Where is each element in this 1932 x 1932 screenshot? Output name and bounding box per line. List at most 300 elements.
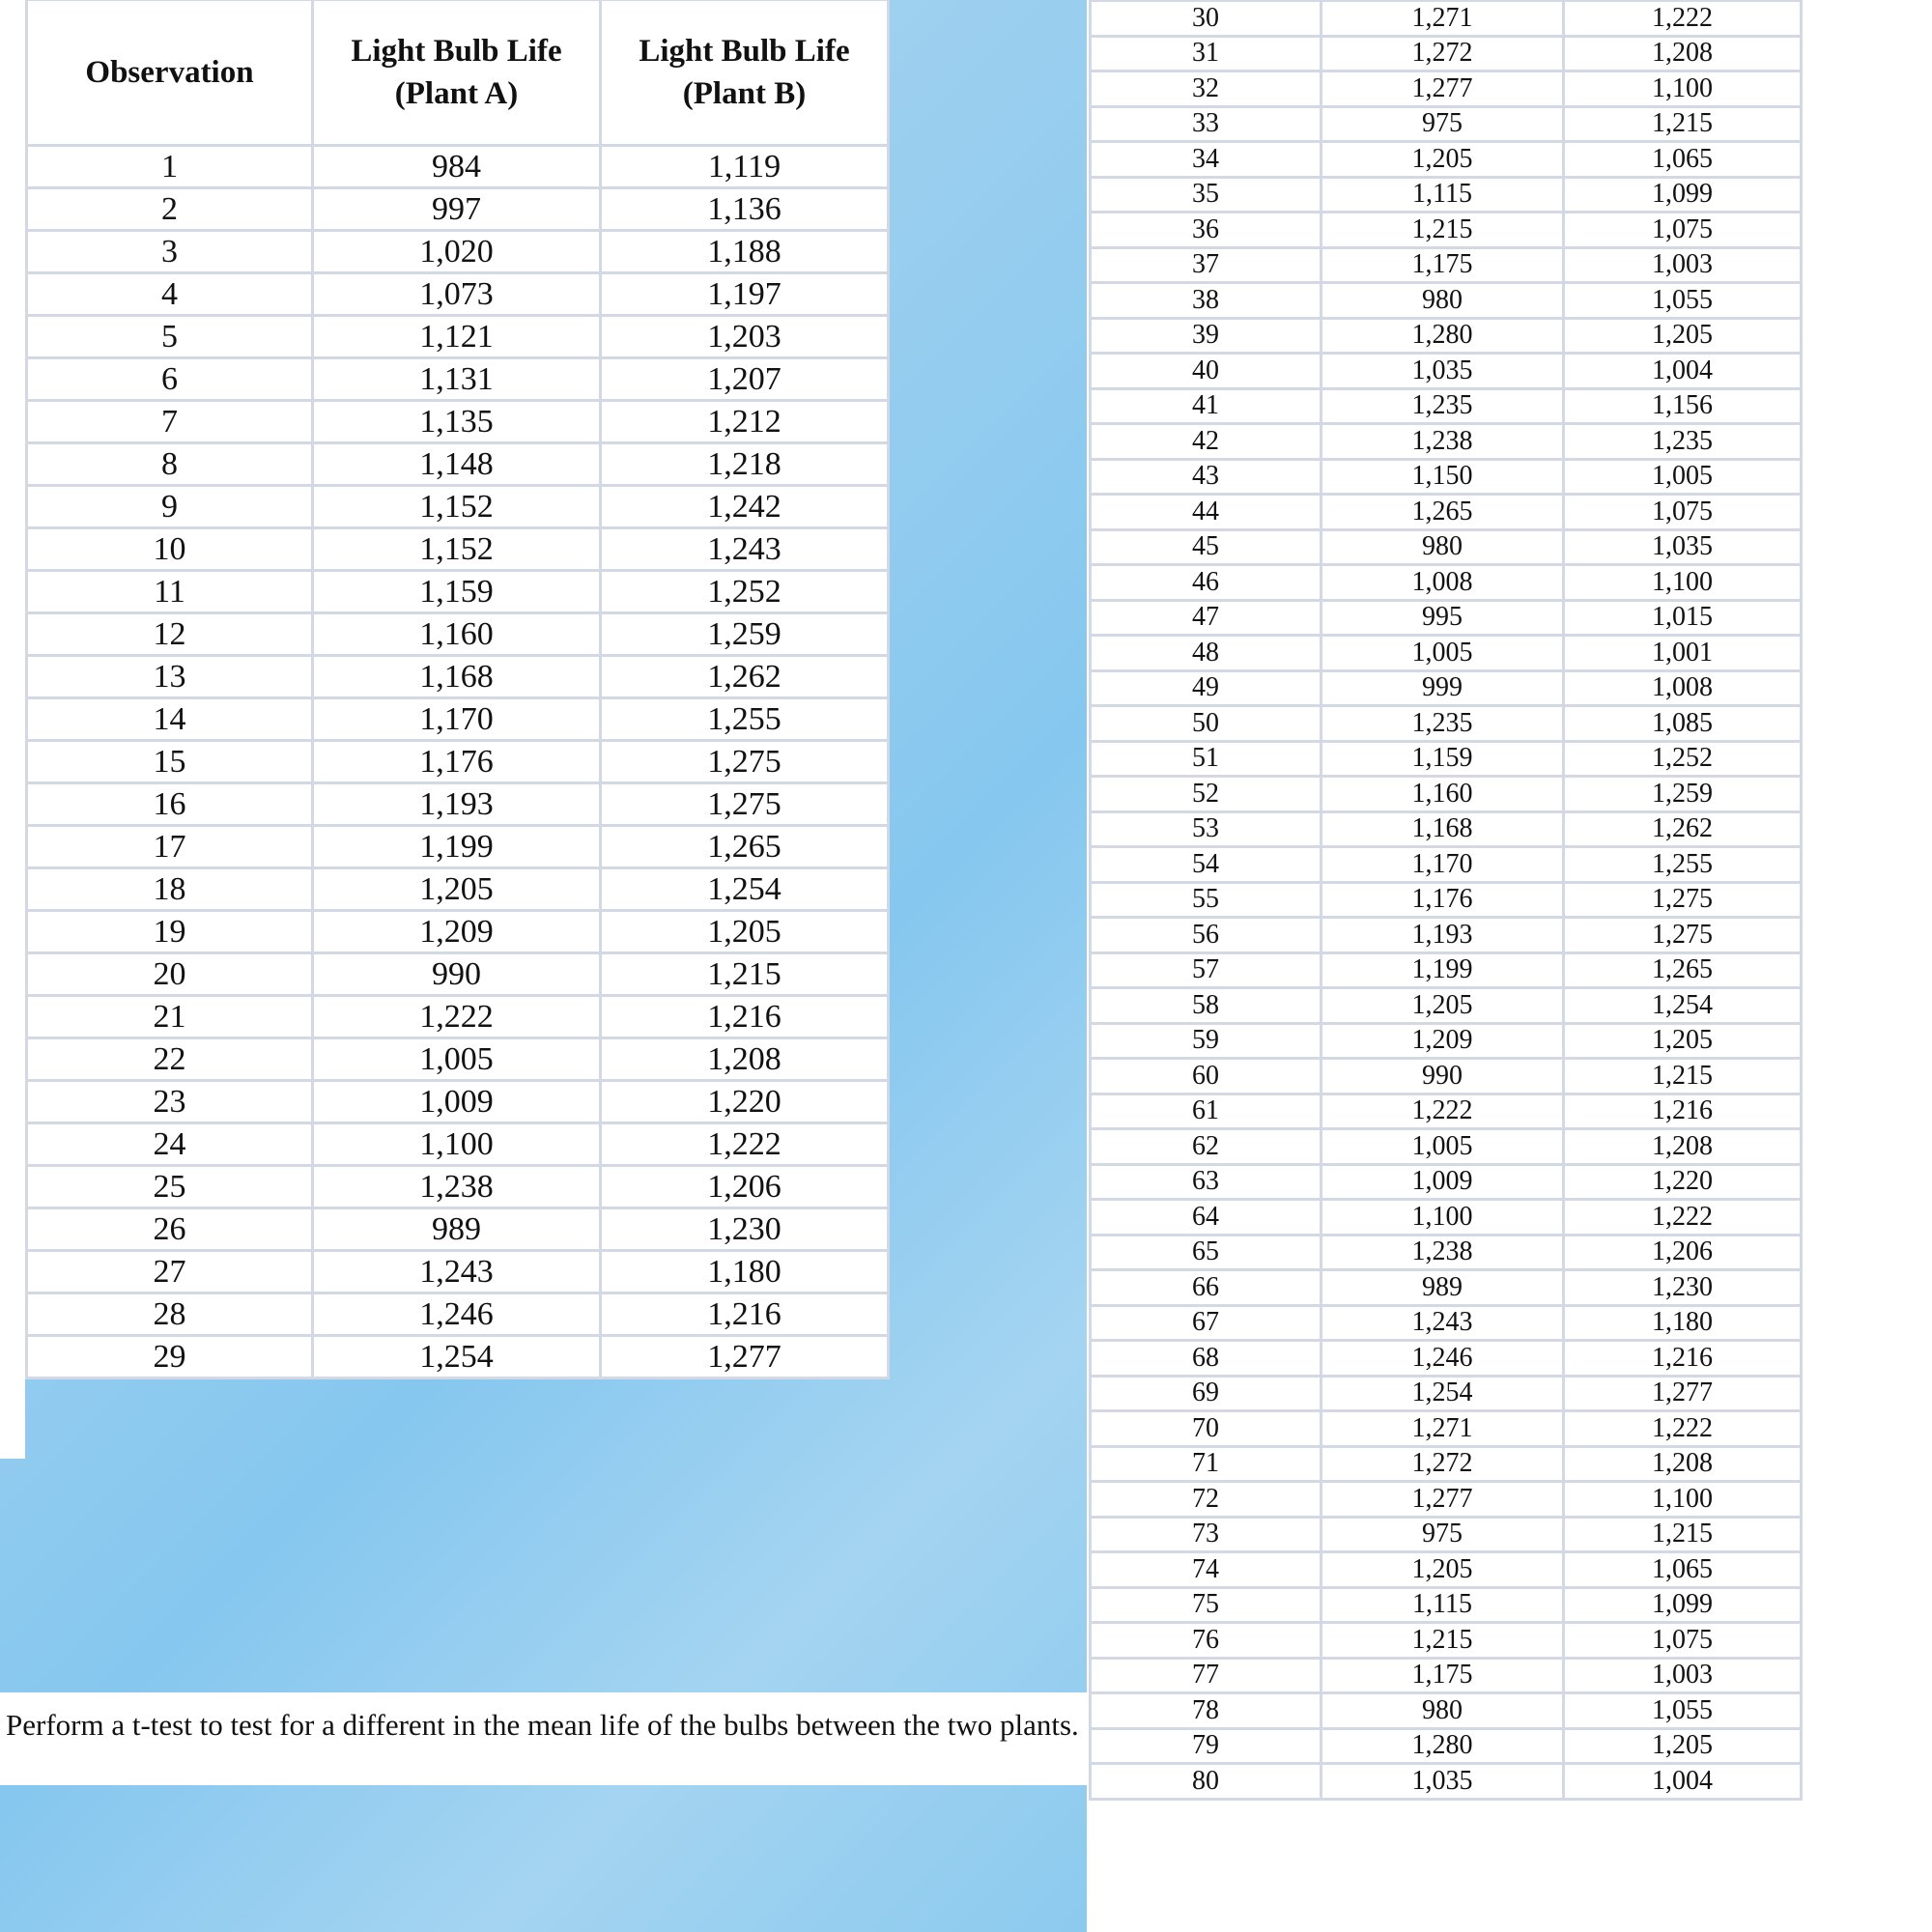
observation-cell: 60 <box>1091 1059 1321 1094</box>
plant-b-cell: 1,252 <box>1564 741 1802 777</box>
plant-a-cell: 1,160 <box>1321 777 1564 812</box>
observation-cell: 41 <box>1091 388 1321 424</box>
plant-a-cell: 1,271 <box>1321 1 1564 37</box>
plant-a-cell: 1,175 <box>1321 247 1564 283</box>
table-row <box>1091 1164 1802 1200</box>
table-row <box>1091 283 1802 319</box>
question-prompt: Perform a t-test to test for a different in the mean life of the bulbs between the two plants. <box>6 1708 1079 1742</box>
table-row <box>1091 1517 1802 1552</box>
plant-a-cell: 1,152 <box>313 486 601 528</box>
plant-b-cell: 1,188 <box>601 231 889 273</box>
plant-a-cell: 1,170 <box>313 698 601 741</box>
observation-cell: 80 <box>1091 1764 1321 1800</box>
plant-a-cell: 1,265 <box>1321 495 1564 530</box>
plant-b-cell: 1,208 <box>601 1038 889 1081</box>
plant-a-cell: 1,100 <box>313 1123 601 1166</box>
plant-b-cell: 1,254 <box>1564 988 1802 1024</box>
plant-b-cell: 1,230 <box>601 1208 889 1251</box>
plant-a-cell: 1,272 <box>1321 1446 1564 1482</box>
observation-cell: 24 <box>27 1123 313 1166</box>
plant-a-cell: 1,193 <box>313 783 601 826</box>
plant-b-cell: 1,180 <box>1564 1305 1802 1341</box>
plant-b-cell: 1,242 <box>601 486 889 528</box>
table-row <box>27 783 889 826</box>
plant-a-cell: 1,235 <box>1321 388 1564 424</box>
table-row <box>27 443 889 486</box>
observation-cell: 67 <box>1091 1305 1321 1341</box>
table-row <box>1091 1341 1802 1377</box>
observation-cell: 16 <box>27 783 313 826</box>
plant-a-cell: 1,199 <box>313 826 601 868</box>
table-row <box>27 486 889 528</box>
plant-a-cell: 1,277 <box>1321 71 1564 107</box>
plant-b-cell: 1,262 <box>1564 811 1802 847</box>
header-plant-a <box>313 0 601 146</box>
plant-b-cell: 1,220 <box>601 1081 889 1123</box>
plant-b-cell: 1,222 <box>1564 1411 1802 1447</box>
observation-cell: 32 <box>1091 71 1321 107</box>
observation-cell: 9 <box>27 486 313 528</box>
plant-a-cell: 1,005 <box>1321 1129 1564 1165</box>
plant-b-cell: 1,119 <box>601 146 889 188</box>
plant-a-cell: 1,176 <box>1321 882 1564 918</box>
plant-a-cell: 1,121 <box>313 316 601 358</box>
observation-cell: 18 <box>27 868 313 911</box>
plant-b-cell: 1,222 <box>601 1123 889 1166</box>
observation-cell: 79 <box>1091 1728 1321 1764</box>
header-observation: Observation <box>27 0 313 146</box>
plant-b-cell: 1,100 <box>1564 1482 1802 1518</box>
plant-b-cell: 1,003 <box>1564 1658 1802 1693</box>
plant-b-cell: 1,275 <box>601 783 889 826</box>
plant-b-cell: 1,197 <box>601 273 889 316</box>
observation-cell: 23 <box>27 1081 313 1123</box>
plant-a-cell: 1,005 <box>313 1038 601 1081</box>
table-row <box>1091 1764 1802 1800</box>
table-row <box>1091 495 1802 530</box>
plant-b-cell: 1,055 <box>1564 283 1802 319</box>
observation-cell: 46 <box>1091 565 1321 601</box>
plant-a-cell: 1,020 <box>313 231 601 273</box>
observation-cell: 54 <box>1091 847 1321 883</box>
plant-b-cell: 1,001 <box>1564 636 1802 671</box>
observation-cell: 52 <box>1091 777 1321 812</box>
plant-b-cell: 1,180 <box>601 1251 889 1293</box>
observation-cell: 59 <box>1091 1023 1321 1059</box>
table-row <box>1091 1270 1802 1306</box>
plant-b-cell: 1,208 <box>1564 1446 1802 1482</box>
table-row <box>27 1336 889 1378</box>
plant-b-cell: 1,208 <box>1564 1129 1802 1165</box>
table-row <box>1091 1094 1802 1129</box>
table-row <box>27 358 889 401</box>
plant-a-cell: 1,205 <box>1321 988 1564 1024</box>
table-row <box>1091 636 1802 671</box>
plant-b-cell: 1,085 <box>1564 706 1802 742</box>
plant-b-cell: 1,008 <box>1564 670 1802 706</box>
table-row <box>27 826 889 868</box>
plant-b-cell: 1,099 <box>1564 177 1802 213</box>
plant-a-cell: 1,168 <box>1321 811 1564 847</box>
observation-cell: 74 <box>1091 1552 1321 1588</box>
plant-b-cell: 1,275 <box>1564 882 1802 918</box>
plant-a-cell: 1,131 <box>313 358 601 401</box>
plant-a-cell: 1,008 <box>1321 565 1564 601</box>
plant-a-cell: 1,254 <box>1321 1376 1564 1411</box>
plant-a-cell: 990 <box>313 953 601 996</box>
table-row <box>27 741 889 783</box>
table-row <box>27 316 889 358</box>
observation-cell: 22 <box>27 1038 313 1081</box>
observation-cell: 13 <box>27 656 313 698</box>
plant-a-cell: 1,246 <box>1321 1341 1564 1377</box>
plant-comparison-table-left <box>25 0 890 1379</box>
plant-a-cell: 989 <box>1321 1270 1564 1306</box>
plant-b-cell: 1,259 <box>601 613 889 656</box>
plant-b-cell: 1,277 <box>1564 1376 1802 1411</box>
table-row <box>1091 1587 1802 1623</box>
observation-cell: 44 <box>1091 495 1321 530</box>
table-row <box>1091 1129 1802 1165</box>
observation-cell: 33 <box>1091 106 1321 142</box>
observation-cell: 2 <box>27 188 313 231</box>
plant-a-cell: 997 <box>313 188 601 231</box>
table-row <box>1091 71 1802 107</box>
plant-a-cell: 1,035 <box>1321 354 1564 389</box>
observation-cell: 6 <box>27 358 313 401</box>
plant-b-cell: 1,259 <box>1564 777 1802 812</box>
observation-cell: 56 <box>1091 918 1321 953</box>
plant-b-cell: 1,065 <box>1564 142 1802 178</box>
observation-cell: 25 <box>27 1166 313 1208</box>
table-row <box>1091 777 1802 812</box>
observation-cell: 47 <box>1091 600 1321 636</box>
table-header-row <box>27 0 889 146</box>
plant-a-cell: 1,115 <box>1321 177 1564 213</box>
table-row <box>27 911 889 953</box>
plant-a-cell: 980 <box>1321 283 1564 319</box>
plant-b-cell: 1,216 <box>601 1293 889 1336</box>
observation-cell: 7 <box>27 401 313 443</box>
table-row <box>27 273 889 316</box>
plant-b-cell: 1,205 <box>1564 1023 1802 1059</box>
observation-cell: 62 <box>1091 1129 1321 1165</box>
plant-b-cell: 1,203 <box>601 316 889 358</box>
observation-cell: 15 <box>27 741 313 783</box>
table-row <box>27 613 889 656</box>
observation-cell: 57 <box>1091 952 1321 988</box>
plant-b-cell: 1,206 <box>1564 1235 1802 1270</box>
table-row <box>1091 1623 1802 1659</box>
table-row <box>1091 142 1802 178</box>
plant-a-cell: 1,159 <box>1321 741 1564 777</box>
plant-b-cell: 1,055 <box>1564 1693 1802 1729</box>
plant-b-cell: 1,218 <box>601 443 889 486</box>
table-row <box>1091 1411 1802 1447</box>
plant-b-cell: 1,222 <box>1564 1 1802 37</box>
table-row <box>1091 600 1802 636</box>
plant-a-cell: 1,205 <box>1321 142 1564 178</box>
plant-b-cell: 1,035 <box>1564 529 1802 565</box>
table-row <box>1091 1200 1802 1236</box>
plant-a-cell: 1,215 <box>1321 1623 1564 1659</box>
observation-cell: 55 <box>1091 882 1321 918</box>
table-row <box>1091 1658 1802 1693</box>
observation-cell: 34 <box>1091 142 1321 178</box>
table-row <box>1091 1728 1802 1764</box>
observation-cell: 11 <box>27 571 313 613</box>
plant-b-cell: 1,254 <box>601 868 889 911</box>
observation-cell: 49 <box>1091 670 1321 706</box>
table-row <box>1091 1552 1802 1588</box>
observation-cell: 58 <box>1091 988 1321 1024</box>
plant-a-cell: 975 <box>1321 106 1564 142</box>
table-row <box>1091 1446 1802 1482</box>
plant-a-cell: 1,159 <box>313 571 601 613</box>
observation-cell: 48 <box>1091 636 1321 671</box>
observation-cell: 20 <box>27 953 313 996</box>
observation-cell: 5 <box>27 316 313 358</box>
table-row <box>1091 1023 1802 1059</box>
plant-comparison-table-right <box>1089 0 1803 1801</box>
table-row <box>27 1208 889 1251</box>
plant-a-cell: 1,135 <box>313 401 601 443</box>
observation-cell: 26 <box>27 1208 313 1251</box>
plant-b-cell: 1,003 <box>1564 247 1802 283</box>
plant-b-cell: 1,065 <box>1564 1552 1802 1588</box>
observation-cell: 50 <box>1091 706 1321 742</box>
plant-b-cell: 1,205 <box>1564 318 1802 354</box>
observation-cell: 69 <box>1091 1376 1321 1411</box>
table-row <box>27 868 889 911</box>
observation-cell: 51 <box>1091 741 1321 777</box>
plant-a-cell: 1,243 <box>313 1251 601 1293</box>
plant-b-cell: 1,215 <box>1564 1517 1802 1552</box>
observation-cell: 77 <box>1091 1658 1321 1693</box>
plant-b-cell: 1,212 <box>601 401 889 443</box>
plant-a-cell: 1,271 <box>1321 1411 1564 1447</box>
table-row <box>27 1166 889 1208</box>
table-row <box>1091 529 1802 565</box>
observation-cell: 31 <box>1091 36 1321 71</box>
observation-cell: 30 <box>1091 1 1321 37</box>
plant-a-cell: 1,073 <box>313 273 601 316</box>
observation-cell: 29 <box>27 1336 313 1378</box>
plant-b-cell: 1,255 <box>601 698 889 741</box>
plant-a-cell: 1,277 <box>1321 1482 1564 1518</box>
table-row <box>1091 706 1802 742</box>
table-row <box>27 401 889 443</box>
table-row <box>1091 424 1802 460</box>
plant-b-cell: 1,275 <box>601 741 889 783</box>
plant-b-cell: 1,005 <box>1564 459 1802 495</box>
plant-b-cell: 1,255 <box>1564 847 1802 883</box>
observation-cell: 78 <box>1091 1693 1321 1729</box>
plant-b-cell: 1,252 <box>601 571 889 613</box>
table-row <box>1091 1376 1802 1411</box>
observation-cell: 4 <box>27 273 313 316</box>
plant-b-cell: 1,235 <box>1564 424 1802 460</box>
plant-a-cell: 1,005 <box>1321 636 1564 671</box>
plant-a-cell: 975 <box>1321 1517 1564 1552</box>
plant-a-cell: 1,152 <box>313 528 601 571</box>
header-plant-a-line1: Light Bulb Life <box>351 34 562 69</box>
plant-b-cell: 1,136 <box>601 188 889 231</box>
plant-a-cell: 995 <box>1321 600 1564 636</box>
plant-b-cell: 1,215 <box>1564 106 1802 142</box>
header-plant-b-line2: (Plant B) <box>682 76 807 111</box>
observation-cell: 70 <box>1091 1411 1321 1447</box>
plant-a-cell: 1,243 <box>1321 1305 1564 1341</box>
table-row <box>27 656 889 698</box>
plant-b-cell: 1,215 <box>601 953 889 996</box>
observation-cell: 8 <box>27 443 313 486</box>
plant-b-cell: 1,100 <box>1564 565 1802 601</box>
plant-b-cell: 1,262 <box>601 656 889 698</box>
table-row <box>1091 1 1802 37</box>
plant-a-cell: 1,193 <box>1321 918 1564 953</box>
observation-cell: 72 <box>1091 1482 1321 1518</box>
observation-cell: 37 <box>1091 247 1321 283</box>
observation-cell: 21 <box>27 996 313 1038</box>
plant-b-cell: 1,075 <box>1564 495 1802 530</box>
plant-a-cell: 1,150 <box>1321 459 1564 495</box>
table-row <box>1091 1482 1802 1518</box>
table-row <box>27 231 889 273</box>
plant-a-cell: 980 <box>1321 1693 1564 1729</box>
plant-a-cell: 1,205 <box>313 868 601 911</box>
table-row <box>1091 1235 1802 1270</box>
observation-cell: 28 <box>27 1293 313 1336</box>
plant-a-cell: 1,160 <box>313 613 601 656</box>
left-gutter-white-strip <box>0 0 25 1459</box>
plant-b-cell: 1,222 <box>1564 1200 1802 1236</box>
table-row <box>27 1251 889 1293</box>
observation-cell: 66 <box>1091 1270 1321 1306</box>
observation-cell: 42 <box>1091 424 1321 460</box>
table-row <box>1091 1305 1802 1341</box>
table-row <box>1091 918 1802 953</box>
observation-cell: 12 <box>27 613 313 656</box>
plant-b-cell: 1,243 <box>601 528 889 571</box>
plant-b-cell: 1,207 <box>601 358 889 401</box>
table-row <box>27 571 889 613</box>
table-row <box>1091 1059 1802 1094</box>
plant-b-cell: 1,004 <box>1564 354 1802 389</box>
plant-b-cell: 1,205 <box>1564 1728 1802 1764</box>
observation-cell: 3 <box>27 231 313 273</box>
plant-a-cell: 1,009 <box>313 1081 601 1123</box>
plant-b-cell: 1,216 <box>1564 1094 1802 1129</box>
table-row <box>1091 354 1802 389</box>
plant-a-cell: 1,035 <box>1321 1764 1564 1800</box>
table-row <box>1091 847 1802 883</box>
table-row <box>1091 36 1802 71</box>
table-row <box>1091 388 1802 424</box>
plant-b-cell: 1,265 <box>601 826 889 868</box>
plant-b-cell: 1,015 <box>1564 600 1802 636</box>
table-row <box>1091 459 1802 495</box>
plant-b-cell: 1,205 <box>601 911 889 953</box>
table-row <box>1091 213 1802 248</box>
table-row <box>1091 177 1802 213</box>
plant-a-cell: 1,176 <box>313 741 601 783</box>
table-row <box>1091 565 1802 601</box>
plant-a-cell: 1,100 <box>1321 1200 1564 1236</box>
plant-a-cell: 1,209 <box>1321 1023 1564 1059</box>
observation-cell: 1 <box>27 146 313 188</box>
observation-cell: 27 <box>27 1251 313 1293</box>
table-row <box>1091 811 1802 847</box>
plant-a-cell: 1,170 <box>1321 847 1564 883</box>
observation-cell: 17 <box>27 826 313 868</box>
plant-b-cell: 1,156 <box>1564 388 1802 424</box>
observation-cell: 71 <box>1091 1446 1321 1482</box>
table-row <box>27 1123 889 1166</box>
plant-a-cell: 990 <box>1321 1059 1564 1094</box>
table-row <box>1091 1693 1802 1729</box>
plant-b-cell: 1,216 <box>601 996 889 1038</box>
observation-cell: 43 <box>1091 459 1321 495</box>
observation-cell: 76 <box>1091 1623 1321 1659</box>
plant-a-cell: 1,168 <box>313 656 601 698</box>
observation-cell: 68 <box>1091 1341 1321 1377</box>
table-row <box>1091 106 1802 142</box>
plant-a-cell: 1,222 <box>1321 1094 1564 1129</box>
plant-b-cell: 1,215 <box>1564 1059 1802 1094</box>
plant-b-cell: 1,099 <box>1564 1587 1802 1623</box>
table-row <box>1091 741 1802 777</box>
observation-cell: 73 <box>1091 1517 1321 1552</box>
plant-a-cell: 1,238 <box>1321 1235 1564 1270</box>
plant-a-cell: 1,215 <box>1321 213 1564 248</box>
plant-a-cell: 980 <box>1321 529 1564 565</box>
observation-cell: 14 <box>27 698 313 741</box>
plant-a-cell: 1,222 <box>313 996 601 1038</box>
plant-a-cell: 1,246 <box>313 1293 601 1336</box>
observation-cell: 63 <box>1091 1164 1321 1200</box>
plant-a-cell: 1,175 <box>1321 1658 1564 1693</box>
plant-b-cell: 1,208 <box>1564 36 1802 71</box>
table-row <box>27 1081 889 1123</box>
plant-a-cell: 1,280 <box>1321 318 1564 354</box>
plant-a-cell: 1,205 <box>1321 1552 1564 1588</box>
plant-a-cell: 1,238 <box>1321 424 1564 460</box>
table-row <box>27 953 889 996</box>
table-row <box>27 698 889 741</box>
header-plant-b <box>601 0 889 146</box>
table-row <box>27 996 889 1038</box>
plant-b-cell: 1,220 <box>1564 1164 1802 1200</box>
plant-b-cell: 1,004 <box>1564 1764 1802 1800</box>
plant-b-cell: 1,230 <box>1564 1270 1802 1306</box>
plant-b-cell: 1,277 <box>601 1336 889 1378</box>
plant-b-cell: 1,100 <box>1564 71 1802 107</box>
table-row <box>27 1038 889 1081</box>
observation-cell: 61 <box>1091 1094 1321 1129</box>
observation-cell: 10 <box>27 528 313 571</box>
table-row <box>1091 988 1802 1024</box>
plant-b-cell: 1,216 <box>1564 1341 1802 1377</box>
left-table-body <box>27 146 889 1378</box>
right-table-body <box>1091 1 1802 1800</box>
plant-a-cell: 1,115 <box>1321 1587 1564 1623</box>
plant-a-cell: 1,009 <box>1321 1164 1564 1200</box>
observation-cell: 45 <box>1091 529 1321 565</box>
plant-b-cell: 1,265 <box>1564 952 1802 988</box>
table-row <box>27 188 889 231</box>
table-row <box>1091 882 1802 918</box>
